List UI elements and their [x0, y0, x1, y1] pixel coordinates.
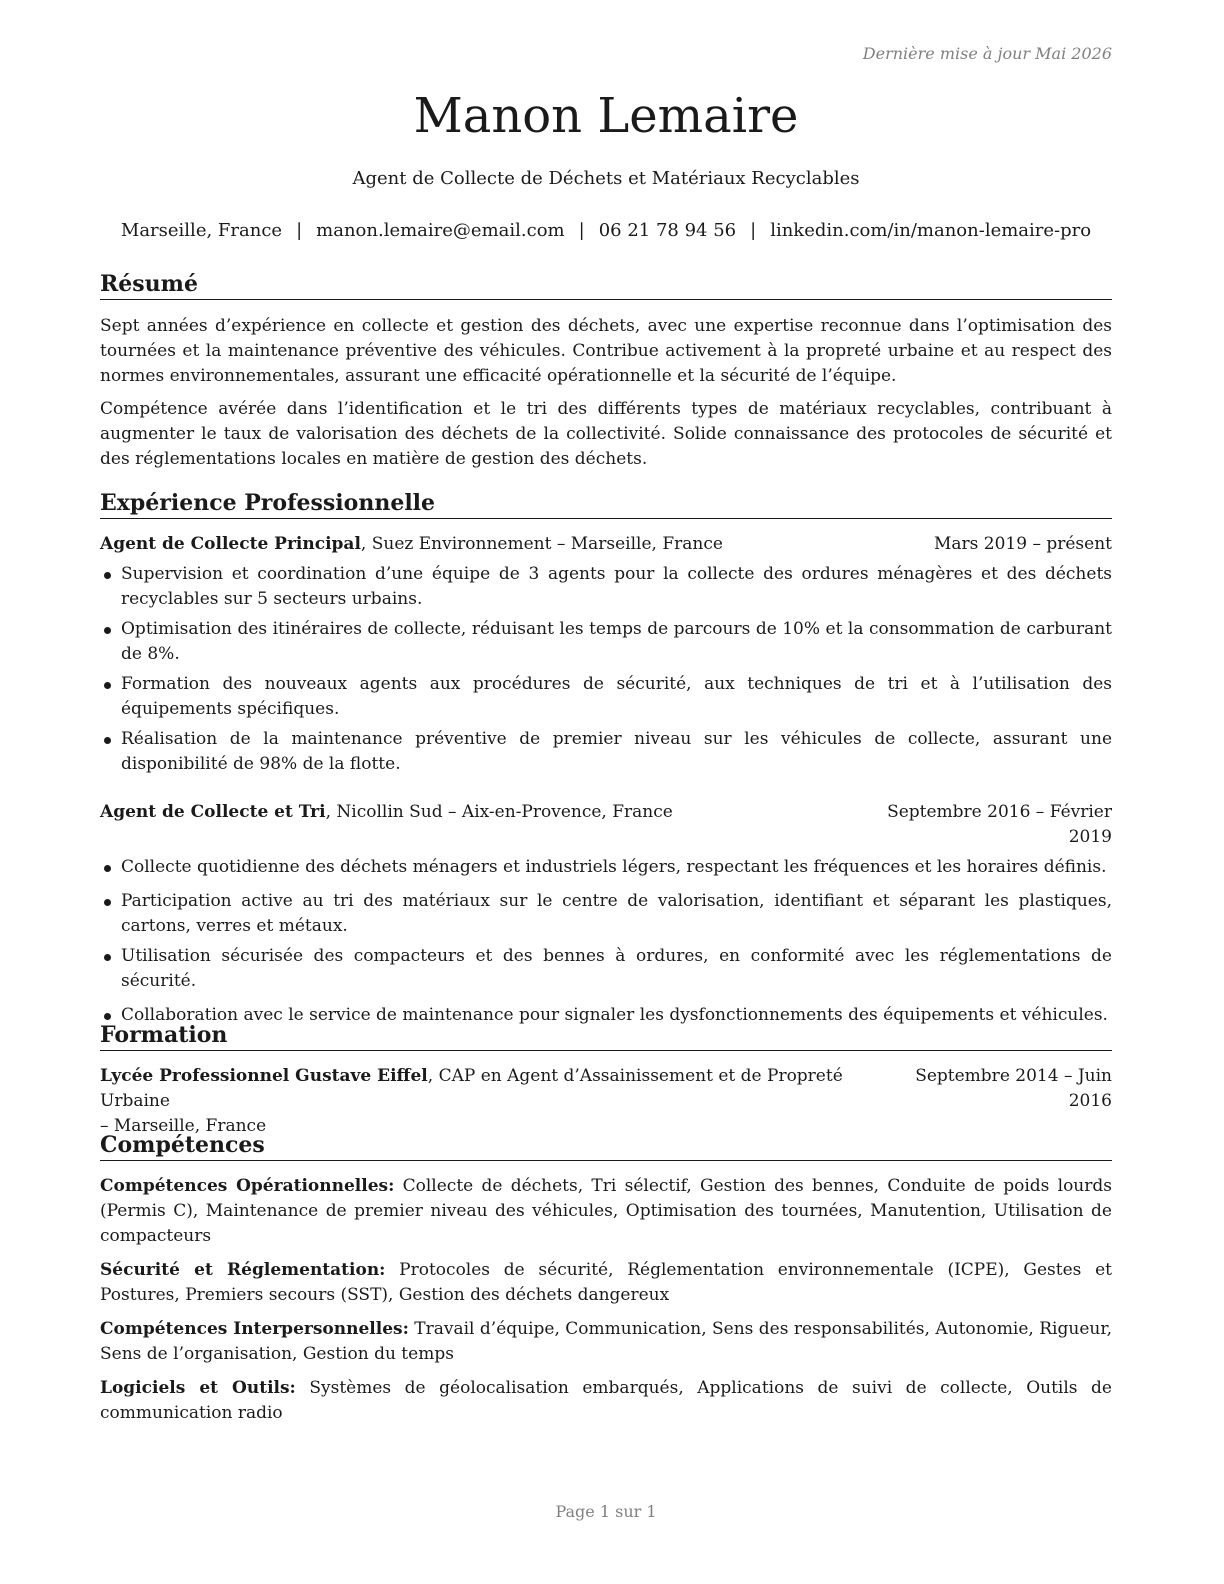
skill-group-text: Systèmes de géolocalisation embarqués, Applications de suivi de collecte, Outils de communication radio — [100, 1378, 1112, 1423]
contact-location: Marseille, France — [120, 220, 283, 241]
contact-phone: 06 21 78 94 56 — [598, 220, 737, 241]
job-dates: Mars 2019 – présent — [933, 534, 1112, 554]
job-dates-end: 2019 — [1068, 827, 1112, 847]
list-item: Participation active au tri des matériaux sur le centre de valorisation, identifiant et séparant les plastiques, cartons, verres et métaux. — [100, 889, 1112, 939]
section-title: Compétences — [100, 1131, 1112, 1161]
list-item: Formation des nouveaux agents aux procédures de sécurité, aux techniques de tri et à l’utilisation des équipements spécifiques. — [100, 672, 1112, 722]
list-item: Collaboration avec le service de maintenance pour signaler les dysfonctionnements des équipements et véhicules. — [100, 1003, 1112, 1028]
skill-group-text: Collecte de déchets, Tri sélectif, Gestion des bennes, Conduite de poids lourds (Permis C), Maintenance de premier niveau des véhicules, Optimisation des tournées, Manutention, Utilisation de compacteurs — [100, 1176, 1112, 1246]
education-school: Lycée Professionnel Gustave Eiffel — [100, 1066, 428, 1086]
job-bullets — [100, 855, 1112, 1028]
job-organization: , Nicollin Sud – Aix-en-Provence, France — [325, 802, 673, 822]
list-item: Supervision et coordination d’une équipe de 3 agents pour la collecte des ordures ménagères et des déchets recyclables sur 5 secteurs urbains. — [100, 562, 1112, 612]
job-header — [100, 800, 1112, 850]
job-header — [100, 532, 1112, 557]
contact-line — [100, 219, 1112, 243]
list-item: Optimisation des itinéraires de collecte, réduisant les temps de parcours de 10% et la consommation de carburant de 8%. — [100, 617, 1112, 667]
section-title: Résumé — [100, 270, 1112, 300]
job-role-line — [100, 800, 673, 850]
skill-group — [100, 1174, 1112, 1249]
skill-group-label: Compétences Interpersonnelles: — [100, 1319, 409, 1339]
contact-separator: | — [750, 220, 757, 241]
education-entry — [100, 1064, 1112, 1139]
job-organization: , Suez Environnement – Marseille, France — [360, 534, 723, 554]
summary-paragraph: Sept années d’expérience en collecte et gestion des déchets, avec une expertise reconnue dans l’optimisation des tournées et la maintenance préventive des véhicules. Contribue activement à la propreté urbaine et au respect des normes environnementales, assurant une efficacité opérationnelle et la sécurité de l’équipe. — [100, 316, 1112, 386]
education-details — [100, 1064, 915, 1139]
skill-group-text: Protocoles de sécurité, Réglementation environnementale (ICPE), Gestes et Postures, Premiers secours (SST), Gestion des déchets dangereux — [100, 1260, 1112, 1305]
experience-section — [100, 489, 1112, 1028]
resume-section — [100, 270, 1112, 472]
candidate-name: Manon Lemaire — [413, 88, 799, 144]
list-item: Utilisation sécurisée des compacteurs et des bennes à ordures, en conformité avec les réglementations de sécurité. — [100, 944, 1112, 994]
list-item: Réalisation de la maintenance préventive de premier niveau sur les véhicules de collecte, assurant une disponibilité de 98% de la flotte. — [100, 727, 1112, 777]
contact-separator: | — [578, 220, 585, 241]
job-role: Agent de Collecte et Tri — [100, 802, 326, 822]
list-item: Collecte quotidienne des déchets ménagers et industriels légers, respectant les fréquences et les horaires définis. — [100, 855, 1112, 880]
job-role: Agent de Collecte Principal — [100, 534, 361, 554]
contact-linkedin[interactable]: linkedin.com/in/manon-lemaire-pro — [770, 220, 1092, 241]
education-section — [100, 1021, 1112, 1139]
skill-group — [100, 1317, 1112, 1367]
education-location: – Marseille, France — [100, 1116, 267, 1136]
job-title: Agent de Collecte de Déchets et Matériaux Recyclables — [352, 168, 860, 189]
education-dates-end: 2016 — [1068, 1091, 1112, 1111]
summary-paragraph: Compétence avérée dans l’identification et le tri des différents types de matériaux recyclables, contribuant à augmenter le taux de valorisation des déchets de la collectivité. Solide connaissance des protocoles de sécurité et des réglementations locales en matière de gestion des déchets. — [100, 399, 1112, 469]
education-dates — [915, 1064, 1112, 1139]
job-entry — [100, 800, 1112, 1028]
job-entry — [100, 532, 1112, 777]
skill-group-label: Compétences Opérationnelles: — [100, 1176, 395, 1196]
education-degree: , CAP en Agent d’Assainissement et de Propreté Urbaine — [100, 1066, 843, 1111]
section-title: Expérience Professionnelle — [100, 489, 1112, 519]
contact-separator: | — [296, 220, 303, 241]
skill-group-label: Logiciels et Outils: — [100, 1378, 296, 1398]
job-dates — [887, 800, 1112, 850]
contact-email[interactable]: manon.lemaire@email.com — [316, 220, 565, 241]
resume-page — [100, 0, 1112, 1584]
skills-section — [100, 1131, 1112, 1426]
education-dates-start: Septembre 2014 – Juin — [915, 1066, 1112, 1086]
section-title: Formation — [100, 1021, 1112, 1051]
job-bullets — [100, 562, 1112, 777]
skill-group — [100, 1258, 1112, 1308]
last-updated: Dernière mise à jour Mai 2026 — [862, 44, 1112, 63]
job-dates-start: Septembre 2016 – Février — [887, 802, 1112, 822]
skill-group-text: Travail d’équipe, Communication, Sens des responsabilités, Autonomie, Rigueur, Sens de l’organisation, Gestion du temps — [100, 1319, 1112, 1364]
skill-group-label: Sécurité et Réglementation: — [100, 1260, 386, 1280]
job-role-line — [100, 532, 723, 557]
page-number: Page 1 sur 1 — [555, 1502, 657, 1521]
skill-group — [100, 1376, 1112, 1426]
